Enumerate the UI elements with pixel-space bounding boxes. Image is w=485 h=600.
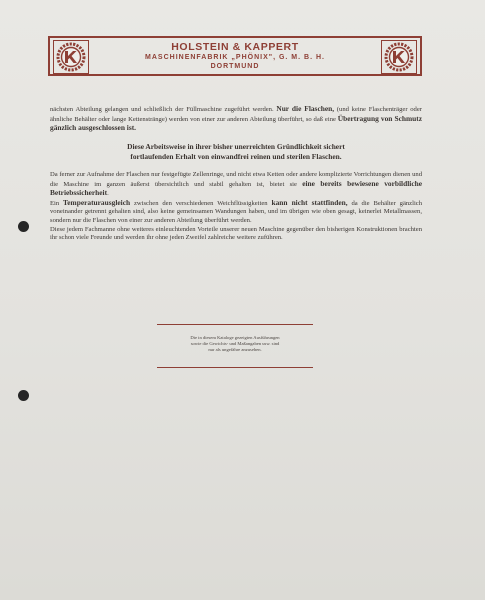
text-run: nächsten Abteilung gelangen und schließlich der Füllmaschine zugeführt werden. (50, 106, 277, 113)
company-name: HOLSTEIN & KAPPERT (171, 41, 299, 53)
highlight-line: Diese Arbeitsweise in ihrer bisher unerreichten Gründlichkeit sichert (127, 142, 345, 151)
text-run: da die Behälter gänzlich voneinander getrennt gehalten sind, also keine gemeinsamen Wandungen haben, und im übrigen wie oben gesagt, keinerlei Metallmassen, sondern nur die Flaschen von einer zur anderen Abteilung überführt werden. (50, 199, 422, 224)
text-run: zwischen den verschiedenen Weichflüssigkeiten (130, 199, 272, 207)
company-city: DORTMUND (210, 63, 260, 70)
text-run: . (107, 190, 109, 198)
punch-hole-top (18, 221, 29, 232)
highlight-line: fortlaufenden Erhalt von einwandfrei reinen und sterilen Flaschen. (130, 152, 342, 161)
text-run: Diese jedem Fachmanne ohne weiteres einleuchtenden Vorteile unserer neuen Maschine gegenüber den bisherigen Konstruktionen brachten ihr schon viele Freunde und werden ihr ohne jeden Zweifel zahlreiche weitere zuführen. (50, 225, 422, 242)
emphasis: eine bereits bewiesene vorbildliche Betriebssicherheit (50, 178, 422, 198)
emphasis: Übertragung von Schmutz gänzlich ausgeschlossen ist. (50, 113, 422, 133)
logo-emblem-icon (53, 40, 89, 74)
notice-line: nur als ungefähre anzusehen. (208, 347, 262, 353)
punch-hole-bottom (18, 390, 29, 401)
catalog-notice (157, 324, 313, 368)
text-run: Da ferner zur Aufnahme der Flaschen nur festgefügte Zellenringe, und nicht etwa Ketten oder andere komplizierte Vorrichtungen dienen und die Maschine im ganzen äußerst übersichtlich und stabil gehalten ist, bietet sie (50, 171, 422, 188)
emphasis: kann nicht stattfinden, (271, 197, 348, 207)
notice-line: Die in diesem Kataloge gezeigten Ausführungen (190, 335, 280, 340)
emphasis: Temperaturausgleich (63, 197, 131, 207)
letterhead (48, 36, 422, 76)
letterhead-text (94, 41, 376, 71)
paragraph-bottle-transfer (50, 105, 422, 134)
notice-line: sowie die Gewichts- und Maßangaben usw. sind (190, 341, 280, 347)
emphasis: Nur die Flaschen, (276, 104, 335, 113)
logo-emblem-icon (381, 40, 417, 74)
paragraph-highlight (50, 142, 422, 162)
text-run: Ein (50, 199, 64, 207)
company-subtitle: MASCHINENFABRIK „PHÖNIX", G. M. B. H. (145, 54, 325, 61)
text-run: (und keine Flaschenträger oder ähnliche Behälter oder lange Kettenstränge) werden von einer zur anderen Abteilung überführt, so daß eine (50, 106, 422, 123)
paragraph-advantages (50, 171, 422, 243)
